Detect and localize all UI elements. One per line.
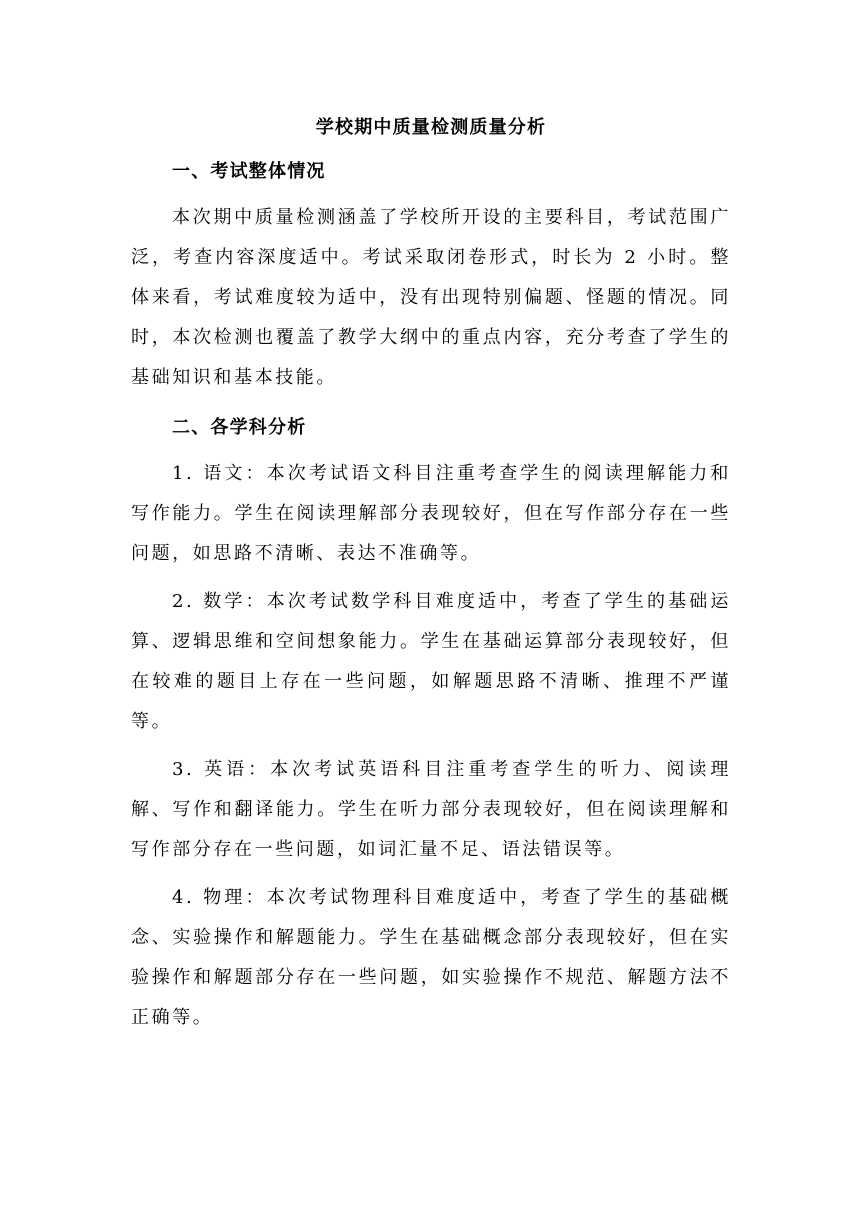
- document-body: [131, 112, 731, 1038]
- subject-item-chinese: [131, 454, 731, 574]
- overall-paragraph: 本次期中质量检测涵盖了学校所开设的主要科目，考试范围广泛，考查内容深度适中。考试采取闭卷形式，时长为 2 小时。整体来看，考试难度较为适中，没有出现特别偏题、怪题的情况。同时，本次检测也覆盖了教学大纲中的重点内容，充分考查了学生的基础知识和基本技能。: [131, 207, 731, 388]
- item-text: 数学：本次考试数学科目难度适中，考查了学生的基础运算、逻辑思维和空间想象能力。学生在基础运算部分表现较好，但在较难的题目上存在一些问题，如解题思路不清晰、推理不严谨等。: [131, 591, 731, 732]
- item-number: 3.: [172, 759, 195, 780]
- subject-item-english: [131, 750, 731, 870]
- item-text: 英语：本次考试英语科目注重考查学生的听力、阅读理解、写作和翻译能力。学生在听力部分表现较好，但在阅读理解和写作部分存在一些问题，如词汇量不足、语法错误等。: [131, 759, 731, 860]
- document-title: 学校期中质量检测质量分析: [315, 117, 547, 138]
- subject-item-math: [131, 582, 731, 742]
- item-text: 物理：本次考试物理科目难度适中，考查了学生的基础概念、实验操作和解题能力。学生在基础概念部分表现较好，但在实验操作和解题部分存在一些问题，如实验操作不规范、解题方法不正确等。: [131, 887, 731, 1028]
- item-text: 语文：本次考试语文科目注重考查学生的阅读理解能力和写作能力。学生在阅读理解部分表现较好，但在写作部分存在一些问题，如思路不清晰、表达不准确等。: [131, 463, 731, 564]
- subject-item-physics: [131, 878, 731, 1038]
- section-heading-overall: 一、考试整体情况: [172, 161, 326, 182]
- item-number: 1.: [172, 463, 195, 484]
- item-number: 2.: [172, 591, 195, 612]
- item-number: 4.: [172, 887, 195, 908]
- section-heading-subjects: 二、各学科分析: [172, 417, 307, 438]
